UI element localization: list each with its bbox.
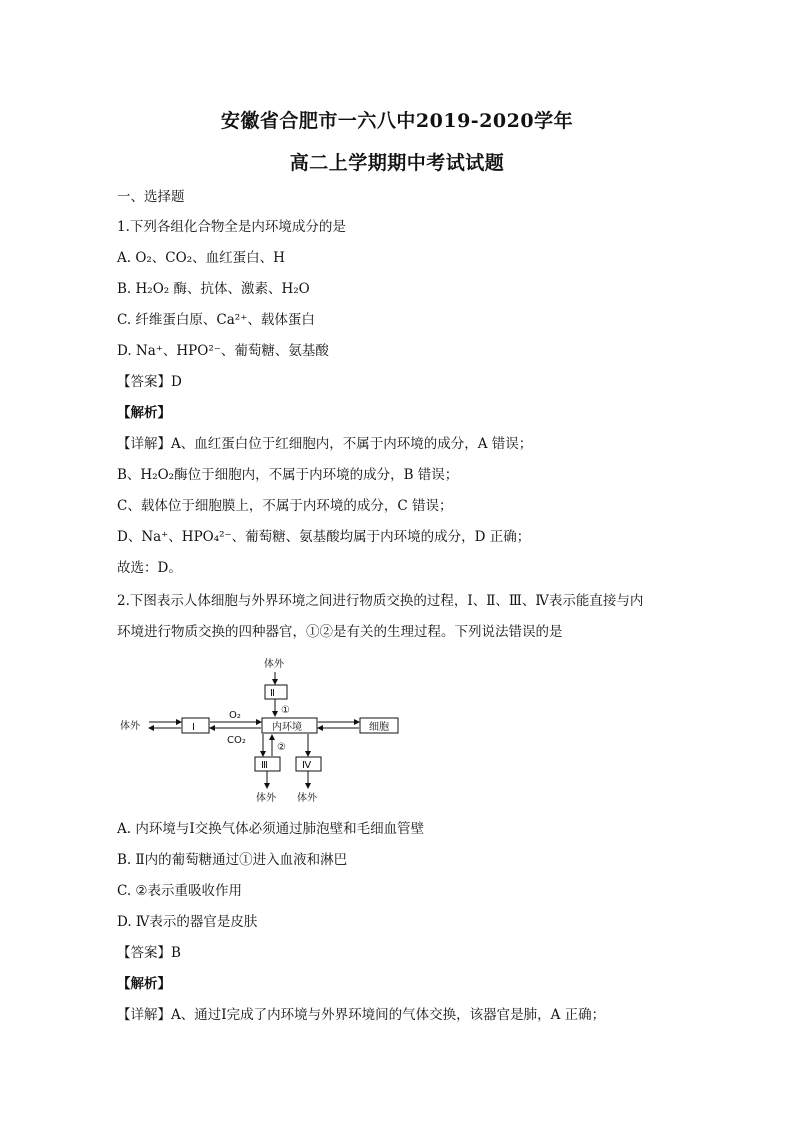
q2-option-a: A. 内环境与Ⅰ交换气体必须通过肺泡壁和毛细血管壁 [117,821,425,837]
q1-conclusion: 故选：D。 [117,560,182,576]
label-co2: CO₂ [227,735,246,746]
q2-option-b: B. Ⅱ内的葡萄糖通过①进入血液和淋巴 [117,852,348,868]
section-heading: 一、选择题 [117,189,185,205]
q1-stem: 1.下列各组化合物全是内环境成分的是 [117,219,346,235]
q1-option-a: A. O₂、CO₂、血红蛋白、H [117,250,285,266]
q1-option-b: B. H₂O₂ 酶、抗体、激素、H₂O [117,281,310,297]
doc-title-line-2: 高二上学期期中考试试题 [289,152,505,174]
exchange-diagram [115,655,415,807]
q1-detail-d: D、Na⁺、HPO₄²⁻、葡萄糖、氨基酸均属于内环境的成分，D 正确； [117,529,531,545]
label-cell: 细胞 [369,722,389,733]
q2-stem-line-2: 环境进行物质交换的四种器官，①②是有关的生理过程。下列说法错误的是 [117,624,563,640]
label-process-1: ① [281,705,290,716]
q1-option-c: C. 纤维蛋白原、Ca²⁺、载体蛋白 [117,312,315,328]
label-outside-left: 体外 [120,721,140,732]
label-outside-top: 体外 [264,659,284,670]
q2-stem-line-1: 2.下图表示人体细胞与外界环境之间进行物质交换的过程，Ⅰ、Ⅱ、Ⅲ、Ⅳ表示能直接与内 [117,593,644,609]
doc-title-line-1: 安徽省合肥市一六八中2019-2020学年 [220,110,574,132]
q1-answer: 【答案】D [117,374,182,390]
label-process-2: ② [277,742,286,753]
box-organ-1 [182,718,209,733]
box-organ-2 [265,685,287,699]
q1-detail-c: C、载体位于细胞膜上，不属于内环境的成分，C 错误； [117,498,453,514]
q2-option-c: C. ②表示重吸收作用 [117,883,243,899]
label-internal-env: 内环境 [272,722,302,733]
label-outside-bottom-right: 体外 [297,793,317,804]
q2-option-d: D. Ⅳ表示的器官是皮肤 [117,914,258,930]
q1-option-d: D. Na⁺、HPO²⁻、葡萄糖、氨基酸 [117,343,329,359]
label-organ-1: Ⅰ [192,722,195,733]
q1-detail-b: B、H₂O₂酶位于细胞内，不属于内环境的成分，B 错误； [117,467,459,483]
q2-answer: 【答案】B [117,945,181,961]
label-outside-bottom-left: 体外 [256,793,276,804]
label-organ-3: Ⅲ [261,760,268,771]
q2-analysis-heading: 【解析】 [117,976,171,992]
q1-analysis-heading: 【解析】 [117,405,171,421]
q2-detail-a: 【详解】A、通过Ⅰ完成了内环境与外界环境间的气体交换，该器官是肺，A 正确； [117,1007,606,1023]
q1-detail-a: 【详解】A、血红蛋白位于红细胞内，不属于内环境的成分，A 错误； [117,436,533,452]
label-organ-4: Ⅳ [302,760,312,771]
label-o2: O₂ [229,710,241,721]
label-organ-2: Ⅱ [270,688,275,699]
